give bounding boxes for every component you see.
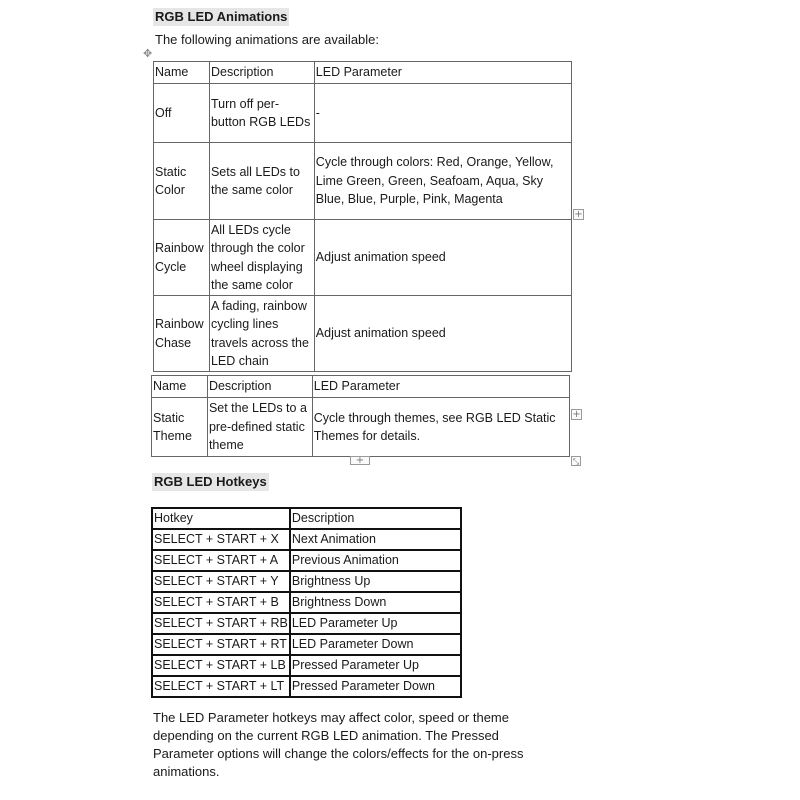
description-cell: Brightness Down (290, 592, 461, 613)
param-cell: Adjust animation speed (314, 296, 571, 372)
description-cell: A fading, rainbow cycling lines travels across the LED chain (209, 296, 314, 372)
intro-text: The following animations are available: (155, 32, 380, 47)
description-cell: Brightness Up (290, 571, 461, 592)
header-cell: Description (290, 508, 461, 529)
hotkey-cell: SELECT + START + A (152, 550, 290, 571)
hotkey-cell: SELECT + START + Y (152, 571, 290, 592)
table-row (152, 655, 461, 676)
name-cell: Rainbow Chase (154, 296, 210, 372)
description-cell: Turn off per-button RGB LEDs (209, 84, 314, 143)
header-cell: LED Parameter (314, 62, 571, 84)
hotkeys-table (151, 507, 462, 698)
param-cell: - (314, 84, 571, 143)
hotkey-cell: SELECT + START + RB (152, 613, 290, 634)
table-row (154, 296, 572, 372)
insert-row-icon[interactable]: + (574, 209, 583, 220)
insert-row-icon[interactable]: + (572, 409, 581, 420)
name-cell: Static Theme (152, 398, 208, 457)
name-cell: Rainbow Cycle (154, 220, 210, 296)
description-cell: Pressed Parameter Up (290, 655, 461, 676)
header-cell: Description (207, 376, 312, 398)
table-header-row (152, 376, 570, 398)
table-row (154, 143, 572, 220)
header-cell: Name (154, 62, 210, 84)
header-cell: Hotkey (152, 508, 290, 529)
static-theme-table (151, 375, 570, 457)
insert-column-icon[interactable]: + (350, 456, 370, 465)
section-heading-rgb-led-hotkeys: RGB LED Hotkeys (154, 474, 267, 489)
table-header-row (154, 62, 572, 84)
footer-paragraph: The LED Parameter hotkeys may affect color, speed or theme depending on the current RGB LED animation. The Pressed Parameter options will change the colors/effects for the on-press animations. (153, 710, 524, 779)
table-header-row (152, 508, 461, 529)
table-row (152, 529, 461, 550)
description-cell: Set the LEDs to a pre-defined static theme (207, 398, 312, 457)
param-cell: Cycle through themes, see RGB LED Static Themes for details. (312, 398, 569, 457)
description-cell: Pressed Parameter Down (290, 676, 461, 697)
table-row (152, 571, 461, 592)
hotkey-cell: SELECT + START + X (152, 529, 290, 550)
name-cell: Off (154, 84, 210, 143)
header-cell: LED Parameter (312, 376, 569, 398)
hotkey-cell: SELECT + START + LB (152, 655, 290, 676)
param-cell: Adjust animation speed (314, 220, 571, 296)
header-cell: Description (209, 62, 314, 84)
description-cell: LED Parameter Down (290, 634, 461, 655)
table-move-handle-icon[interactable]: ✥ (143, 47, 153, 60)
hotkey-cell: SELECT + START + RT (152, 634, 290, 655)
table-row (152, 676, 461, 697)
table-row (154, 220, 572, 296)
table-row (152, 613, 461, 634)
table-row (152, 592, 461, 613)
hotkey-cell: SELECT + START + LT (152, 676, 290, 697)
section-heading-rgb-led-animations: RGB LED Animations (155, 9, 288, 24)
table-row (152, 634, 461, 655)
hotkey-cell: SELECT + START + B (152, 592, 290, 613)
description-cell: LED Parameter Up (290, 613, 461, 634)
resize-table-icon[interactable]: ⤡ (572, 457, 580, 466)
description-cell: Previous Animation (290, 550, 461, 571)
table-row (152, 550, 461, 571)
description-cell: Sets all LEDs to the same color (209, 143, 314, 220)
description-cell: Next Animation (290, 529, 461, 550)
header-cell: Name (152, 376, 208, 398)
table-row (152, 398, 570, 457)
animations-table (153, 61, 572, 372)
name-cell: Static Color (154, 143, 210, 220)
table-row (154, 84, 572, 143)
description-cell: All LEDs cycle through the color wheel displaying the same color (209, 220, 314, 296)
param-cell: Cycle through colors: Red, Orange, Yellow, Lime Green, Green, Seafoam, Aqua, Sky Blue, Blue, Purple, Pink, Magenta (314, 143, 571, 220)
